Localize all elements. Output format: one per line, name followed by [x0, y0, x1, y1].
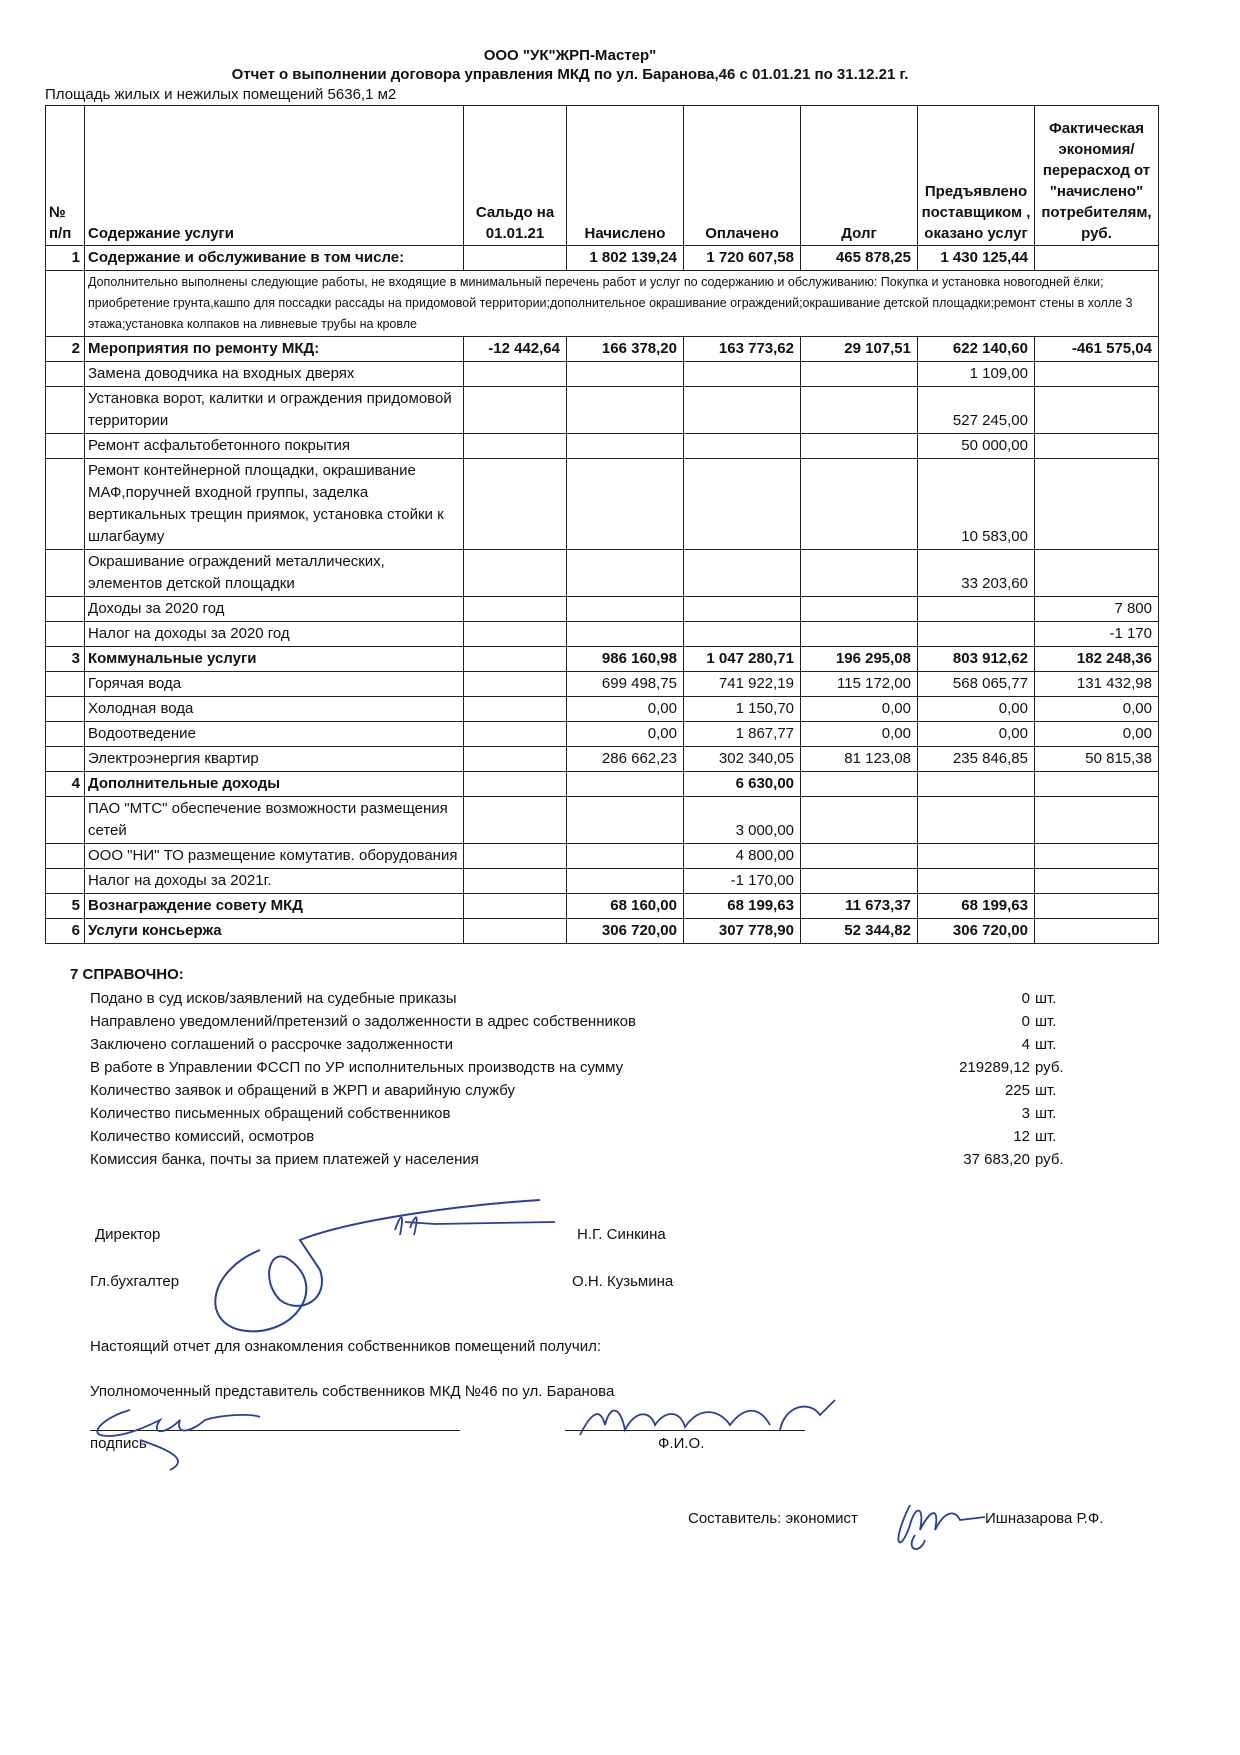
cell-supplier: 235 846,85	[918, 747, 1035, 772]
row-name: ООО "НИ" ТО размещение комутатив. оборудования	[85, 844, 464, 869]
cell-paid: 1 047 280,71	[684, 647, 801, 672]
cell-saldo	[464, 246, 567, 271]
row-name: Окрашивание ограждений металлических, элементов детской площадки	[85, 550, 464, 597]
cell-debt: 11 673,37	[801, 894, 918, 919]
list-item: Заключено соглашений о рассрочке задолженности 4 шт.	[90, 1036, 1057, 1053]
report-table	[45, 105, 1159, 944]
row-name: Ремонт контейнерной площадки, окрашивание МАФ,поручней входной группы, заделка вертикальных трещин приямок, установка стойки к шлагбауму	[85, 459, 464, 550]
list-item: В работе в Управлении ФССП по УР исполнительных производств на сумму 219289,12 руб.	[90, 1059, 1064, 1076]
col-saldo-header: Сальдо на 01.01.21	[464, 106, 567, 246]
cell-charged: 0,00	[567, 697, 684, 722]
row-name: Электроэнергия квартир	[85, 747, 464, 772]
table-row	[46, 337, 1159, 362]
row-name: Водоотведение	[85, 722, 464, 747]
accountant-name: О.Н. Кузьмина	[572, 1273, 674, 1290]
table-row	[46, 597, 1159, 622]
table-row	[46, 459, 1159, 550]
row-name: Холодная вода	[85, 697, 464, 722]
additional-works-note: Дополнительно выполнены следующие работы, не входящие в минимальный перечень работ и услуг по содержанию и обслуживанию: Покупка и установка новогодней ёлки; приобретение грунта,кашпо для поссадки рассады на придомовой территории;дополнительное окрашивание ограждений;окрашивание детской площадки;ремонт стены в холле 3 этажа;установка колпаков на ливневые трубы на кровле	[85, 271, 1159, 337]
cell-savings: 182 248,36	[1035, 647, 1159, 672]
cell-supplier: 0,00	[918, 697, 1035, 722]
company-name: ООО "УК"ЖРП-Мастер"	[483, 47, 657, 64]
cell-savings: 50 815,38	[1035, 747, 1159, 772]
cell-supplier: 33 203,60	[918, 550, 1035, 597]
cell-paid: 1 720 607,58	[684, 246, 801, 271]
cell-savings: 131 432,98	[1035, 672, 1159, 697]
cell-debt: 115 172,00	[801, 672, 918, 697]
table-row	[46, 434, 1159, 459]
row-name: Мероприятия по ремонту МКД:	[85, 337, 464, 362]
compiler-name: Ишназарова Р.Ф.	[985, 1510, 1104, 1527]
premises-area: Площадь жилых и нежилых помещений 5636,1 м2	[45, 86, 397, 103]
cell-savings	[1035, 246, 1159, 271]
representative-fio-handwritten	[570, 1395, 850, 1445]
row-number: 3	[46, 647, 85, 672]
list-item: Количество письменных обращений собственников 3 шт.	[90, 1105, 1057, 1122]
row-name: Дополнительные доходы	[85, 772, 464, 797]
representative-text: Уполномоченный представитель собственников МКД №46 по ул. Баранова	[90, 1383, 615, 1400]
table-row	[46, 869, 1159, 894]
col-num-header: № п/п	[46, 106, 85, 246]
cell-paid: 1 867,77	[684, 722, 801, 747]
table-row	[46, 919, 1159, 944]
col-paid-header: Оплачено	[684, 106, 801, 246]
cell-paid: 68 199,63	[684, 894, 801, 919]
cell-saldo: -12 442,64	[464, 337, 567, 362]
accountant-label: Гл.бухгалтер	[90, 1273, 180, 1290]
row-name: Вознаграждение совету МКД	[85, 894, 464, 919]
row-name: Ремонт асфальтобетонного покрытия	[85, 434, 464, 459]
cell-charged: 306 720,00	[567, 919, 684, 944]
row-name: Содержание и обслуживание в том числе:	[85, 246, 464, 271]
cell-supplier: 306 720,00	[918, 919, 1035, 944]
cell-supplier: 1 430 125,44	[918, 246, 1035, 271]
col-supplier-header: Предъявлено поставщиком , оказано услуг	[918, 106, 1035, 246]
table-row	[46, 387, 1159, 434]
col-savings-header: Фактическая экономия/перерасход от "начислено" потребителям, руб.	[1035, 106, 1159, 246]
cell-charged: 1 802 139,24	[567, 246, 684, 271]
cell-savings: -461 575,04	[1035, 337, 1159, 362]
row-name: Налог на доходы за 2021г.	[85, 869, 464, 894]
table-row	[46, 772, 1159, 797]
cell-paid: -1 170,00	[684, 869, 801, 894]
director-label: Директор	[95, 1226, 161, 1243]
row-number: 1	[46, 246, 85, 271]
director-signature	[200, 1200, 560, 1340]
table-row	[46, 550, 1159, 597]
cell-paid: 163 773,62	[684, 337, 801, 362]
cell-charged: 986 160,98	[567, 647, 684, 672]
col-service-header: Содержание услуги	[85, 106, 464, 246]
list-item: Количество заявок и обращений в ЖРП и аварийную службу 225 шт.	[90, 1082, 1057, 1099]
cell-supplier: 68 199,63	[918, 894, 1035, 919]
row-number: 2	[46, 337, 85, 362]
table-row	[46, 647, 1159, 672]
row-name: Налог на доходы за 2020 год	[85, 622, 464, 647]
list-item: Количество комиссий, осмотров 12 шт.	[90, 1128, 1057, 1145]
row-name: Горячая вода	[85, 672, 464, 697]
cell-charged: 68 160,00	[567, 894, 684, 919]
director-name: Н.Г. Синкина	[577, 1226, 666, 1243]
cell-supplier: 50 000,00	[918, 434, 1035, 459]
row-name: Доходы за 2020 год	[85, 597, 464, 622]
cell-paid: 741 922,19	[684, 672, 801, 697]
row-number: 6	[46, 919, 85, 944]
cell-debt: 465 878,25	[801, 246, 918, 271]
cell-supplier: 527 245,00	[918, 387, 1035, 434]
representative-signature	[80, 1395, 280, 1475]
table-row	[46, 672, 1159, 697]
cell-charged: 166 378,20	[567, 337, 684, 362]
fio-label: Ф.И.О.	[658, 1435, 705, 1452]
row-name: Услуги консьержа	[85, 919, 464, 944]
cell-paid: 3 000,00	[684, 797, 801, 844]
table-row	[46, 797, 1159, 844]
reference-title: 7 СПРАВОЧНО:	[70, 966, 184, 983]
row-name: Замена доводчика на входных дверях	[85, 362, 464, 387]
list-item: Комиссия банка, почты за прием платежей у населения 37 683,20 руб.	[90, 1151, 1064, 1168]
cell-supplier: 622 140,60	[918, 337, 1035, 362]
list-item: Подано в суд исков/заявлений на судебные приказы 0 шт.	[90, 990, 1057, 1007]
cell-paid: 307 778,90	[684, 919, 801, 944]
cell-savings: 0,00	[1035, 697, 1159, 722]
col-debt-header: Долг	[801, 106, 918, 246]
reference-list	[90, 990, 1080, 1174]
cell-charged: 699 498,75	[567, 672, 684, 697]
table-row	[46, 747, 1159, 772]
col-charged-header: Начислено	[567, 106, 684, 246]
cell-debt: 196 295,08	[801, 647, 918, 672]
table-row	[46, 246, 1159, 271]
note-num-cell	[46, 271, 85, 337]
table-row	[46, 697, 1159, 722]
cell-supplier: 0,00	[918, 722, 1035, 747]
note-row	[46, 271, 1159, 337]
row-number: 4	[46, 772, 85, 797]
report-title: Отчет о выполнении договора управления МКД по ул. Баранова,46 с 01.01.21 по 31.12.21 г.	[231, 66, 909, 83]
cell-paid: 4 800,00	[684, 844, 801, 869]
cell-supplier: 1 109,00	[918, 362, 1035, 387]
table-row	[46, 722, 1159, 747]
cell-supplier: 10 583,00	[918, 459, 1035, 550]
row-name: Коммунальные услуги	[85, 647, 464, 672]
compiler-label: Составитель: экономист	[688, 1510, 858, 1527]
cell-savings: -1 170	[1035, 622, 1159, 647]
cell-debt: 29 107,51	[801, 337, 918, 362]
received-text: Настоящий отчет для ознакомления собственников помещений получил:	[90, 1338, 602, 1355]
cell-debt: 52 344,82	[801, 919, 918, 944]
cell-debt: 81 123,08	[801, 747, 918, 772]
sign-label: подпись	[90, 1435, 147, 1452]
row-number: 5	[46, 894, 85, 919]
row-name: Установка ворот, калитки и ограждения придомовой территории	[85, 387, 464, 434]
row-name: ПАО "МТС" обеспечение возможности размещения сетей	[85, 797, 464, 844]
compiler-signature	[880, 1485, 990, 1555]
cell-savings: 7 800	[1035, 597, 1159, 622]
cell-supplier: 803 912,62	[918, 647, 1035, 672]
cell-debt: 0,00	[801, 697, 918, 722]
list-item: Направлено уведомлений/претензий о задолженности в адрес собственников 0 шт.	[90, 1013, 1057, 1030]
table-row	[46, 844, 1159, 869]
table-header-row	[46, 106, 1159, 246]
cell-paid: 6 630,00	[684, 772, 801, 797]
table-row	[46, 894, 1159, 919]
cell-paid: 302 340,05	[684, 747, 801, 772]
cell-paid: 1 150,70	[684, 697, 801, 722]
cell-charged: 0,00	[567, 722, 684, 747]
table-row	[46, 622, 1159, 647]
table-row	[46, 362, 1159, 387]
cell-supplier: 568 065,77	[918, 672, 1035, 697]
cell-debt: 0,00	[801, 722, 918, 747]
cell-savings: 0,00	[1035, 722, 1159, 747]
cell-charged: 286 662,23	[567, 747, 684, 772]
